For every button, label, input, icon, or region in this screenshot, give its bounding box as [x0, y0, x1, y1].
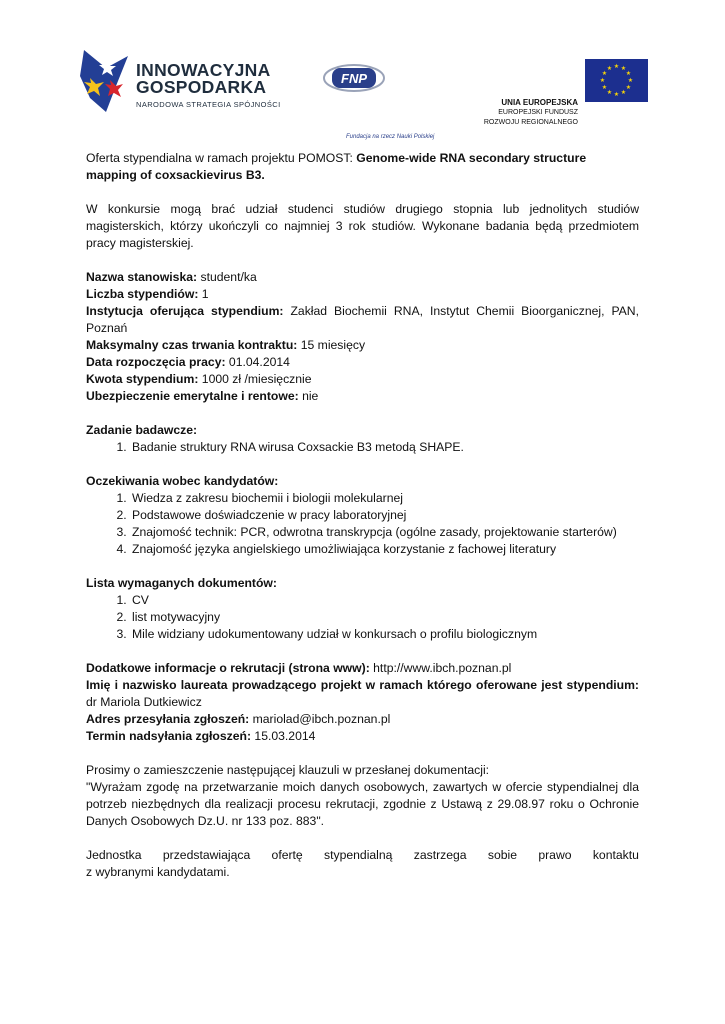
closing-word: przedstawiająca [162, 848, 251, 862]
documents-list [86, 592, 639, 643]
task-heading: Zadanie badawcze: [86, 423, 198, 437]
innowacyjna-gospodarka-text [136, 62, 281, 109]
laureate-label: Imię i nazwisko laureata prowadzącego projekt w ramach którego oferowane jest stypendium: [86, 678, 639, 692]
svg-text:★: ★ [613, 63, 620, 70]
closing-word: kontaktu [592, 848, 639, 862]
list-item: 4. Znajomość języka angielskiego umożliwiająca korzystanie z fachowej literatury [130, 541, 639, 558]
ue-line2: EUROPEJSKI FUNDUSZ [498, 109, 578, 116]
list-item: 3. Znajomość technik: PCR, odwrotna transkrypcja (ogólne zasady, projektowanie starterów) [130, 524, 639, 541]
deadline [86, 728, 639, 745]
svg-text:★: ★ [601, 84, 608, 91]
field-label: Kwota stypendium: [86, 372, 199, 386]
field-value: 1 [198, 287, 209, 301]
svg-text:★: ★ [601, 70, 608, 77]
ig-line1: INNOWACYJNA [136, 60, 271, 80]
list-item: 3. Mile widziany udokumentowany udział w konkursach o profilu biologicznym [130, 626, 639, 643]
field-start-date [86, 354, 639, 371]
field-value: 1000 zł /miesięcznie [198, 372, 312, 386]
field-position [86, 269, 639, 286]
list-item: 2. list motywacyjny [130, 609, 639, 626]
intro-prefix: Oferta stypendialna w ramach projektu POMOST: [86, 151, 357, 165]
clause-intro: Prosimy o zamieszczenie następującej klauzuli w przesłanej dokumentacji: [86, 763, 490, 777]
expectations-heading: Oczekiwania wobec kandydatów: [86, 474, 279, 488]
field-insurance [86, 388, 639, 405]
ig-line2: GOSPODARKA [136, 77, 267, 97]
svg-text:★: ★ [599, 77, 606, 84]
field-label: Instytucja oferująca stypendium: [86, 304, 284, 318]
fnp-logo-text: FNP [341, 71, 367, 86]
eu-text [474, 98, 578, 128]
ue-line3: ROZWOJU REGIONALNEGO [483, 119, 578, 126]
eu-flag-icon [585, 59, 648, 102]
closing-word: ofertę [271, 848, 303, 862]
closing-line2: z wybranymi kandydatami. [86, 865, 230, 879]
offer-fields [86, 269, 639, 405]
documents-heading: Lista wymaganych dokumentów: [86, 576, 277, 590]
laureate [86, 677, 639, 711]
address [86, 711, 639, 728]
offer-content [86, 150, 639, 881]
eligibility-paragraph: W konkursie mogą brać udział studenci studiów drugiego stopnia lub jednolitych studiów magisterskich, którzy ukończyli co najmniej 3 rok studiów. Wykonane badania będą przedmiotem pracy magisterskiej. [86, 202, 639, 250]
expectations-list [86, 490, 639, 558]
svg-text:★: ★ [620, 65, 627, 72]
field-value: student/ka [197, 270, 257, 284]
field-institution [86, 303, 639, 337]
deadline-value: 15.03.2014 [251, 729, 316, 743]
closing-word: stypendialną [324, 848, 393, 862]
field-label: Data rozpoczęcia pracy: [86, 355, 226, 369]
field-label: Ubezpieczenie emerytalne i rentowe: [86, 389, 299, 403]
list-item: 2. Podstawowe doświadczenie w pracy laboratoryjnej [130, 507, 639, 524]
deadline-label: Termin nadsyłania zgłoszeń: [86, 729, 252, 743]
more-info-link[interactable]: http://www.ibch.poznan.pl [369, 661, 512, 675]
offer-intro [86, 150, 639, 184]
fnp-subtitle: Fundacja na rzecz Nauki Polskiej [346, 134, 435, 140]
svg-text:★: ★ [620, 89, 627, 96]
more-info-label: Dodatkowe informacje o rekrutacji (strona www): [86, 661, 370, 675]
svg-text:★: ★ [613, 91, 620, 98]
project-title: Genome-wide RNA secondary structure mapping of coxsackievirus B3. [86, 151, 587, 182]
more-info [86, 660, 639, 677]
field-amount [86, 371, 639, 388]
closing-line1 [86, 847, 639, 864]
svg-text:★: ★ [625, 84, 632, 91]
closing-word: sobie [487, 848, 518, 862]
list-item: 1. Wiedza z zakresu biochemii i biologii molekularnej [130, 490, 639, 507]
clause-text: "Wyrażam zgodę na przetwarzanie moich danych osobowych, zawartych w ofercie stypendialnej dla potrzeb niezbędnych dla realizacji procesu rekrutacji, zgodnie z Ustawą z 29.08.97 roku o Ochronie Danych Osobowych Dz.U. nr 133 poz. 883". [86, 780, 639, 828]
field-label: Maksymalny czas trwania kontraktu: [86, 338, 298, 352]
field-value: 01.04.2014 [225, 355, 290, 369]
field-duration [86, 337, 639, 354]
svg-text:★: ★ [606, 89, 613, 96]
task-list [86, 439, 639, 456]
field-label: Nazwa stanowiska: [86, 270, 198, 284]
field-label: Liczba stypendiów: [86, 287, 199, 301]
list-item: 1. Badanie struktury RNA wirusa Coxsackie B3 metodą SHAPE. [130, 439, 639, 456]
svg-text:★: ★ [627, 77, 634, 84]
closing-word: Jednostka [86, 848, 142, 862]
closing-word: prawo [538, 848, 572, 862]
laureate-value: dr Mariola Dutkiewicz [86, 695, 202, 709]
list-item: 1. CV [130, 592, 639, 609]
fnp-logo-icon [320, 60, 460, 120]
ue-line1: UNIA EUROPEJSKA [501, 98, 578, 107]
svg-text:★: ★ [606, 65, 613, 72]
field-value: nie [298, 389, 319, 403]
ig-line3: NARODOWA STRATEGIA SPÓJNOŚCI [136, 100, 281, 109]
closing-word: zastrzega [413, 848, 467, 862]
address-label: Adres przesyłania zgłoszeń: [86, 712, 250, 726]
field-value: Zakład Biochemii RNA, Instytut Chemii Bioorganicznej, PAN, Poznań [86, 304, 639, 335]
innowacyjna-gospodarka-logo-icon [76, 46, 132, 118]
svg-text:★: ★ [625, 70, 632, 77]
address-email[interactable]: mariolad@ibch.poznan.pl [249, 712, 391, 726]
field-value: 15 miesięcy [297, 338, 366, 352]
field-count [86, 286, 639, 303]
